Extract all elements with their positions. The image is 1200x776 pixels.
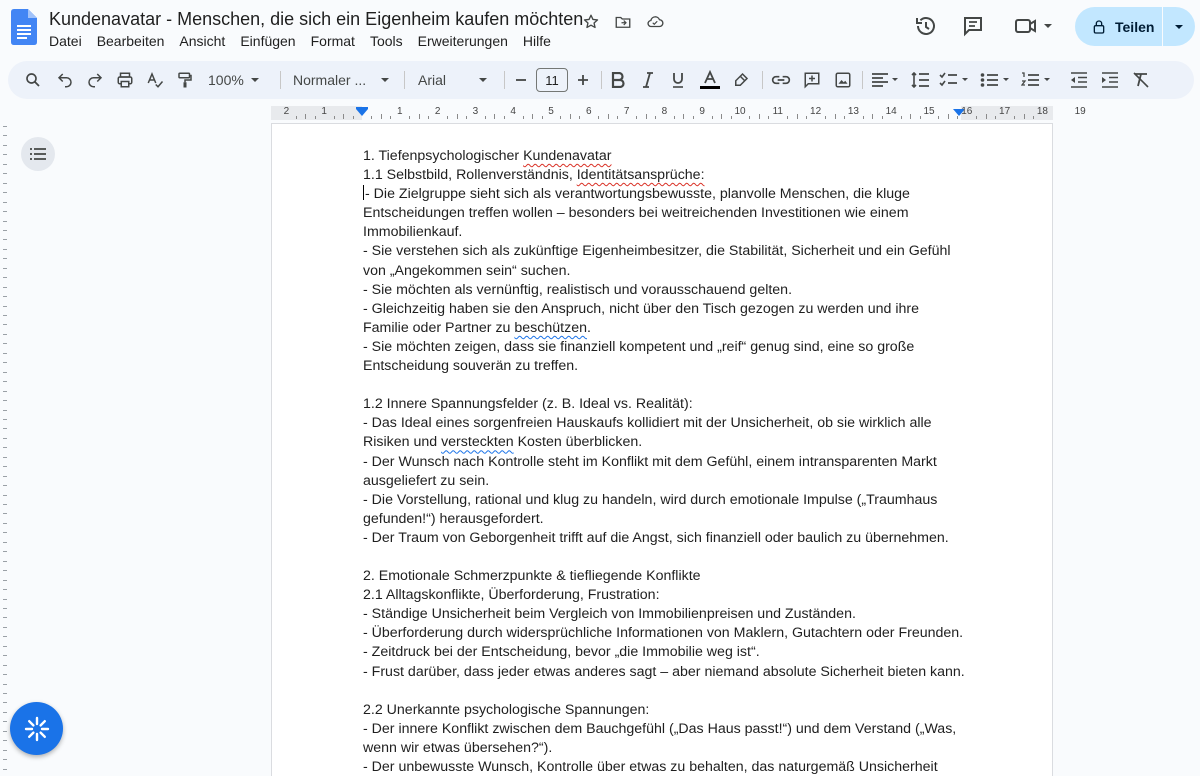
text-run: - Sie möchten als vernünftig, realistisch und vorausschauend gelten. [363,281,793,298]
ruler-tick [523,116,524,119]
document-line[interactable] [363,414,963,433]
toolbar-divider [862,71,863,89]
ruler-tick [920,116,921,119]
vertical-ruler-tick [3,419,7,420]
underline-icon[interactable] [668,68,688,92]
ruler-tick [381,114,382,119]
vertical-ruler-tick [3,731,7,732]
document-line[interactable] [363,624,963,643]
text-run: - Überforderung durch widersprüchliche Informationen von Maklern, Gutachtern oder Freunden. [363,625,964,642]
star-icon[interactable] [580,11,602,33]
ruler-label: 6 [586,106,592,117]
ruler-tick [683,114,684,119]
text-run: Risiken und [363,434,442,451]
ruler-tick [419,114,420,119]
ruler-tick [712,116,713,119]
document-line[interactable] [363,472,963,491]
chevron-down-icon [250,75,260,85]
vertical-ruler-tick [3,646,7,647]
vertical-ruler-tick [3,258,7,259]
ruler-tick [636,116,637,119]
image-icon[interactable] [832,68,854,92]
ruler-tick [617,116,618,119]
ruler-label: 14 [885,106,897,117]
numbered-list-icon[interactable] [1020,68,1054,92]
text-run: - Zeitdruck bei der Entscheidung, bevor „die Immobilie weg ist“. [363,644,760,661]
toolbar-divider [504,71,505,89]
vertical-ruler-tick [3,542,7,543]
text-run: Immobilienkauf. [363,224,463,241]
ruler-tick [334,116,335,119]
menu-tools[interactable]: Tools [369,33,403,49]
vertical-ruler-tick [3,759,7,760]
text-run: Entscheidungen treffen wollen – besonders bei weitreichenden Investitionen wie einem [363,205,909,222]
text-run: gefunden!“) herausgefordert. [363,510,544,527]
document-line[interactable] [363,204,963,223]
vertical-ruler-tick [3,551,7,552]
text-run: - Der unbewusste Wunsch, Kontrolle über etwas zu behalten, das naturgemäß Unsicherheit [363,759,938,775]
ruler-tick [457,114,458,119]
increase-font-size-icon[interactable] [573,68,593,92]
ruler-label: 17 [999,106,1011,117]
text-run: - Gleichzeitig haben sie den Anspruch, nicht über den Tisch gezogen zu werden und ihre [363,300,920,317]
vertical-ruler-tick [3,287,7,288]
document-line[interactable] [363,586,963,605]
text-run: - Ständige Unsicherheit beim Vergleich von Immobilienpreisen und Zuständen. [363,606,856,623]
align-icon[interactable] [870,68,902,92]
toolbar-divider [280,71,281,89]
share-button[interactable] [1075,7,1195,46]
document-line[interactable] [363,491,963,510]
text-cursor [363,185,364,200]
ruler-label: 11 [772,106,783,117]
ruler-label: 2 [434,106,441,117]
text-run: 1.1 Selbstbild, Rollenverständnis, [363,167,577,184]
ruler-tick [542,116,543,119]
ruler-tick [485,116,486,119]
text-run: - Frust darüber, dass jeder etwas anderes sagt – aber niemand absolute Sicherheit bieten kann. [363,663,965,680]
document-line[interactable] [363,185,963,204]
document-line[interactable] [363,701,963,720]
ruler-tick [296,116,297,119]
font-value: Arial [418,72,447,88]
ruler-tick [1033,116,1034,119]
ruler-tick [608,114,609,119]
document-line[interactable] [363,739,963,758]
text-run: von „Angekommen sein“ suchen. [363,262,571,279]
vertical-ruler-tick [3,277,7,278]
toolbar-divider [404,71,405,89]
link-icon[interactable] [770,68,792,92]
vertical-ruler-tick [3,249,7,250]
ruler-tick [844,116,845,119]
ruler-tick [806,116,807,119]
document-line[interactable] [363,281,963,300]
document-line[interactable] [363,147,963,166]
ruler-label: 1 [321,106,327,117]
indent-decrease-icon[interactable] [1068,68,1090,92]
ruler-tick [910,114,911,119]
ruler-tick [353,116,354,119]
menu-datei[interactable]: Datei [49,33,82,49]
text-run: 1. Tiefenpsychologischer [363,148,524,164]
ruler-label: 7 [623,106,630,117]
ruler-label: 1 [397,106,403,117]
text-run: - Der Traum von Geborgenheit trifft auf die Angst, sich finanziell oder baulich zu übernehmen. [363,529,949,546]
document-line[interactable] [363,720,963,739]
ruler-tick [901,116,902,119]
document-line[interactable] [363,433,963,452]
text-run: - Der innere Konflikt zwischen dem Bauchgefühl („Das Haus passt!“) und dem Verstand („Was, [363,720,957,737]
vertical-ruler-tick [3,428,7,429]
ruler-tick [674,116,675,119]
vertical-ruler-tick [3,589,7,590]
ruler-label: 2 [283,106,290,117]
document-line[interactable] [363,758,963,776]
vertical-ruler-tick [3,693,7,694]
text-run: Entscheidung souverän zu treffen. [363,358,579,375]
move-folder-icon[interactable] [612,11,634,33]
ruler-tick [560,116,561,119]
vertical-ruler-tick [3,381,7,382]
menu-erweiterungen[interactable]: Erweiterungen [417,33,508,49]
vertical-ruler-tick [3,230,7,231]
spellcheck-icon[interactable] [144,68,166,92]
ruler-tick [409,116,410,119]
ruler-label: 8 [661,106,668,117]
vertical-ruler-tick [3,561,7,562]
vertical-ruler-tick [3,145,7,146]
line-spacing-icon[interactable] [909,68,931,92]
document-page[interactable] [271,123,1053,776]
document-line[interactable] [363,395,963,414]
document-line[interactable] [363,529,963,548]
vertical-ruler-tick [3,617,7,618]
document-line[interactable] [363,300,963,319]
document-line[interactable] [363,166,963,185]
vertical-ruler-tick [3,627,7,628]
vertical-ruler-tick [3,202,7,203]
chevron-down-icon [380,75,390,85]
share-options-caret-icon[interactable] [1163,21,1195,33]
grammar-suggestion-word[interactable]: versteckten [441,434,514,451]
ruler-tick [447,116,448,119]
ruler-tick [721,114,722,119]
grammar-suggestion-word[interactable]: beschützen [514,319,587,336]
bullet-list-icon[interactable] [979,68,1013,92]
ruler-tick [787,116,788,119]
document-line[interactable] [363,338,963,357]
redo-icon[interactable] [84,68,106,92]
ruler-tick [693,116,694,119]
text-run: wenn wir etwas übersehen?“). [363,739,553,756]
zoom-dropdown[interactable] [208,68,270,92]
ruler-tick [494,114,495,119]
vertical-ruler-tick [3,447,7,448]
document-line[interactable] [363,319,963,338]
ruler-tick [731,116,732,119]
text-run: - Die Zielgruppe sieht sich als verantwortungsbewusste, planvolle Menschen, die kluge [365,186,910,203]
text-run: - Die Vorstellung, rational und klug zu handeln, wird durch emotionale Impulse („Traumhaus [363,491,938,508]
text-color-icon[interactable] [699,68,721,92]
vertical-ruler-tick [3,154,7,155]
ruler-label: 16 [961,106,973,117]
cloud-saved-icon[interactable] [644,11,666,33]
ruler-tick [957,116,958,119]
highlight-icon[interactable] [730,68,752,92]
vertical-ruler-tick [3,655,7,656]
ruler-tick [825,116,826,119]
document-line[interactable] [363,357,963,376]
document-line[interactable] [363,223,963,242]
meet-icon[interactable] [1013,14,1057,38]
document-line[interactable] [363,376,963,395]
left-indent-marker[interactable] [356,109,368,116]
ruler-tick [749,116,750,119]
lock-icon [1091,19,1107,35]
text-run: 2.1 Alltagskonflikte, Überforderung, Frustration: [363,587,660,604]
vertical-ruler-tick [3,513,7,514]
sparkle-icon [24,716,50,742]
docs-logo-icon[interactable] [11,9,37,45]
comments-icon[interactable] [961,14,985,38]
vertical-ruler-tick [3,410,7,411]
vertical-ruler-tick [3,750,7,751]
vertical-ruler-tick [3,334,7,335]
ruler-tick [768,116,769,119]
ruler-label: 5 [548,106,554,117]
toolbar-divider [601,71,602,89]
toolbar [8,61,1194,99]
gemini-assistant-button[interactable] [10,702,63,755]
ruler-tick [390,116,391,119]
ruler-label: 19 [1074,106,1086,117]
vertical-ruler-tick [3,665,7,666]
vertical-ruler-tick [3,268,7,269]
vertical-ruler-tick [3,476,7,477]
decrease-font-size-icon[interactable] [511,68,531,92]
text-run: 2. Emotionale Schmerzpunkte & tiefliegende Konflikte [363,568,701,585]
vertical-ruler-tick [3,702,7,703]
ruler-tick [759,114,760,119]
vertical-ruler-tick [3,684,7,685]
horizontal-ruler[interactable] [271,104,1086,122]
outline-list-icon [30,148,46,160]
undo-icon[interactable] [54,68,76,92]
clear-format-icon[interactable] [1130,68,1152,92]
ruler-tick [986,114,987,119]
document-line[interactable] [363,242,963,261]
text-run: - Der Wunsch nach Kontrolle steht im Konflikt mit dem Gefühl, einem intransparenten Markt [363,453,937,470]
ruler-tick [655,116,656,119]
ruler-tick [863,116,864,119]
ruler-tick [428,116,429,119]
document-title[interactable]: Kundenavatar - Menschen, die sich ein Eigenheim kaufen möchten [49,9,584,29]
ruler-label: 4 [510,106,516,117]
comment-add-icon[interactable] [801,68,823,92]
bold-icon[interactable] [608,68,628,92]
document-line[interactable] [363,643,963,662]
vertical-ruler[interactable] [0,122,8,776]
document-line[interactable] [363,510,963,529]
vertical-ruler-tick [3,636,7,637]
vertical-ruler-tick [3,485,7,486]
vertical-ruler-tick [3,315,7,316]
share-label: Teilen [1115,18,1155,35]
ruler-tick [1014,116,1015,119]
ruler-tick [646,114,647,119]
document-line[interactable] [363,262,963,281]
vertical-ruler-tick [3,192,7,193]
vertical-ruler-tick [3,495,7,496]
chevron-down-icon [478,75,488,85]
vertical-ruler-tick [3,570,7,571]
vertical-ruler-tick [3,362,7,363]
vertical-ruler-tick [3,173,7,174]
vertical-ruler-tick [3,391,7,392]
text-run: - Sie verstehen sich als zukünftige Eigenheimbesitzer, die Stabilität, Sicherheit und ein Gefühl [363,243,951,260]
spelling-error-word[interactable]: Identitätsansprüche: [576,167,705,184]
vertical-ruler-tick [3,296,7,297]
ruler-tick [315,116,316,119]
vertical-ruler-tick [3,372,7,373]
document-line[interactable] [363,567,963,586]
ruler-tick [835,114,836,119]
vertical-ruler-tick [3,239,7,240]
ruler-tick [995,116,996,119]
ruler-label: 12 [810,106,822,117]
ruler-tick [532,114,533,119]
ruler-tick [579,116,580,119]
ruler-label: 18 [1036,106,1048,117]
ruler-label: 15 [923,106,935,117]
vertical-ruler-tick [3,353,7,354]
zoom-value: 100% [208,72,244,88]
document-outline-button[interactable] [21,137,55,171]
menu-format[interactable]: Format [310,33,355,49]
menu-bar [49,33,566,49]
text-run: - Das Ideal eines sorgenfreien Hauskaufs kollidiert mit der Unsicherheit, ob sie wirklich alle [363,415,932,432]
vertical-ruler-tick [3,343,7,344]
ruler-tick [797,114,798,119]
vertical-ruler-tick [3,740,7,741]
vertical-ruler-tick [3,164,7,165]
vertical-ruler-tick [3,183,7,184]
paint-format-icon[interactable] [174,68,196,92]
ruler-tick [343,114,344,119]
vertical-ruler-tick [3,466,7,467]
ruler-tick [976,116,977,119]
checklist-icon[interactable] [938,68,972,92]
ruler-tick [466,116,467,119]
ruler-tick [305,114,306,119]
vertical-ruler-tick [3,438,7,439]
ruler-tick [882,116,883,119]
indent-increase-icon[interactable] [1099,68,1121,92]
document-line[interactable] [363,663,963,682]
text-run: Familie oder Partner zu [363,319,515,336]
ruler-label: 10 [734,106,746,117]
toolbar-divider [762,71,763,89]
document-body[interactable] [363,147,963,776]
search-icon[interactable] [22,68,44,92]
vertical-ruler-tick [3,769,7,770]
text-run: - Sie möchten zeigen, dass sie finanziell kompetent und „reif“ genug sind, eine so große [363,338,915,355]
ruler-tick [948,114,949,119]
style-value: Normaler ... [293,72,367,88]
ruler-tick [504,116,505,119]
vertical-ruler-tick [3,135,7,136]
document-line[interactable] [363,682,963,701]
vertical-ruler-tick [3,608,7,609]
vertical-ruler-tick [3,211,7,212]
vertical-ruler-tick [3,457,7,458]
title-bar [0,0,1200,58]
ruler-tick [570,114,571,119]
version-history-icon[interactable] [914,14,938,38]
vertical-ruler-tick [3,599,7,600]
ruler-tick [371,116,372,119]
vertical-ruler-tick [3,306,7,307]
text-run: 1.2 Innere Spannungsfelder (z. B. Ideal vs. Realität): [363,396,693,413]
vertical-ruler-tick [3,721,7,722]
vertical-ruler-tick [3,712,7,713]
vertical-ruler-tick [3,400,7,401]
vertical-ruler-tick [3,532,7,533]
print-icon[interactable] [114,68,136,92]
menu-ansicht[interactable]: Ansicht [179,33,226,49]
text-run: Kosten überblicken. [513,434,643,451]
text-run: . [586,319,591,336]
vertical-ruler-tick [3,580,7,581]
vertical-ruler-tick [3,504,7,505]
text-run: ausgeliefert zu sein. [363,472,490,489]
font-dropdown[interactable] [418,68,496,92]
ruler-tick [872,114,873,119]
ruler-label: 9 [699,106,705,117]
menu-einfuegen[interactable]: Einfügen [240,33,296,49]
vertical-ruler-tick [3,126,7,127]
ruler-label: 3 [472,106,479,117]
vertical-ruler-tick [3,221,7,222]
document-line[interactable] [363,605,963,624]
style-dropdown[interactable] [293,68,397,92]
document-line[interactable] [363,548,963,567]
ruler-tick [938,116,939,119]
font-size-input[interactable]: 11 [536,68,568,92]
ruler-label: 13 [847,106,859,117]
menu-bearbeiten[interactable]: Bearbeiten [96,33,165,49]
text-run: 2.2 Unerkannte psychologische Spannungen: [363,701,650,718]
vertical-ruler-tick [3,324,7,325]
vertical-ruler-tick [3,523,7,524]
spelling-error-word[interactable]: Kundenavatar [523,148,612,164]
ruler-tick [1024,114,1025,119]
italic-icon[interactable] [638,68,658,92]
menu-hilfe[interactable]: Hilfe [522,33,551,49]
document-line[interactable] [363,453,963,472]
ruler-tick [598,116,599,119]
vertical-ruler-tick [3,674,7,675]
